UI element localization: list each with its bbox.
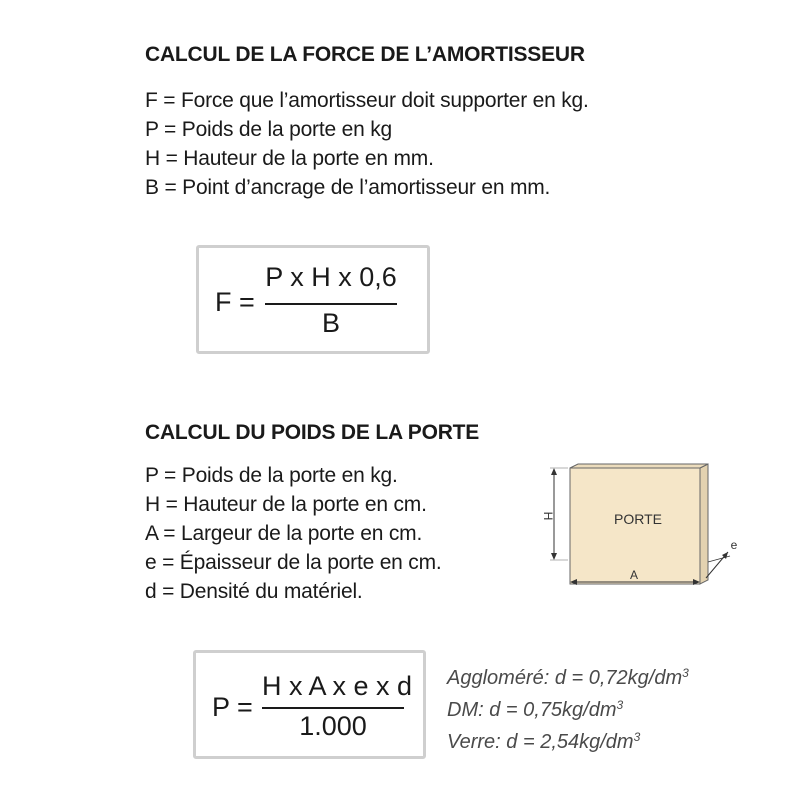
density-item: DM: $d = 0,75kg/dm^3$ — [447, 698, 624, 721]
force-formula-denominator: B — [321, 308, 340, 338]
definition-item: P = Poids de la porte en kg. — [145, 464, 398, 487]
door-diagram — [530, 460, 750, 590]
density-list — [447, 660, 689, 756]
weight-formula-denominator: 1.000 — [299, 711, 367, 741]
height-label: H — [541, 511, 555, 521]
force-formula-box — [196, 245, 430, 354]
weight-section-title: CALCUL DU POIDS DE LA PORTE — [145, 421, 480, 444]
force-definitions-list — [145, 86, 589, 202]
definition-item: H = Hauteur de la porte en cm. — [145, 493, 427, 516]
definition-item: F = Force que l’amortisseur doit supporter en kg. — [145, 89, 589, 112]
weight-definitions-list — [145, 461, 442, 606]
height-arrow-bottom — [551, 553, 557, 560]
weight-formula-numerator: H x A x e x d — [262, 671, 413, 701]
fraction-bar — [265, 303, 397, 305]
door-top — [570, 464, 708, 468]
force-formula-lhs: F = — [215, 287, 255, 317]
definition-item: B = Point d’ancrage de l’amortisseur en mm. — [145, 176, 551, 199]
door-label: PORTE — [614, 511, 662, 527]
definition-item: d = Densité du matériel. — [145, 580, 363, 603]
thickness-extension — [708, 556, 730, 562]
weight-formula-fraction — [262, 671, 413, 751]
definition-item: e = Épaisseur de la porte en cm. — [145, 551, 442, 574]
definition-item: H = Hauteur de la porte en mm. — [145, 147, 434, 170]
thickness-label: e — [730, 538, 738, 552]
height-arrow-top — [551, 468, 557, 475]
width-label: A — [629, 568, 639, 582]
force-section-title: CALCUL DE LA FORCE DE L’AMORTISSEUR — [145, 43, 585, 66]
density-item: Verre: $d = 2,54kg/dm^3$ — [447, 730, 641, 753]
fraction-bar — [262, 707, 404, 709]
definition-item: A = Largeur de la porte en cm. — [145, 522, 423, 545]
force-formula-numerator: P x H x 0,6 — [265, 262, 397, 292]
weight-formula-lhs: P = — [212, 692, 253, 722]
force-formula-fraction — [265, 262, 397, 342]
definition-item: P = Poids de la porte en kg — [145, 118, 392, 141]
door-side — [700, 464, 708, 584]
weight-formula-box — [193, 650, 426, 759]
density-item: Aggloméré: $d = 0,72kg/dm^3$ — [447, 666, 689, 689]
